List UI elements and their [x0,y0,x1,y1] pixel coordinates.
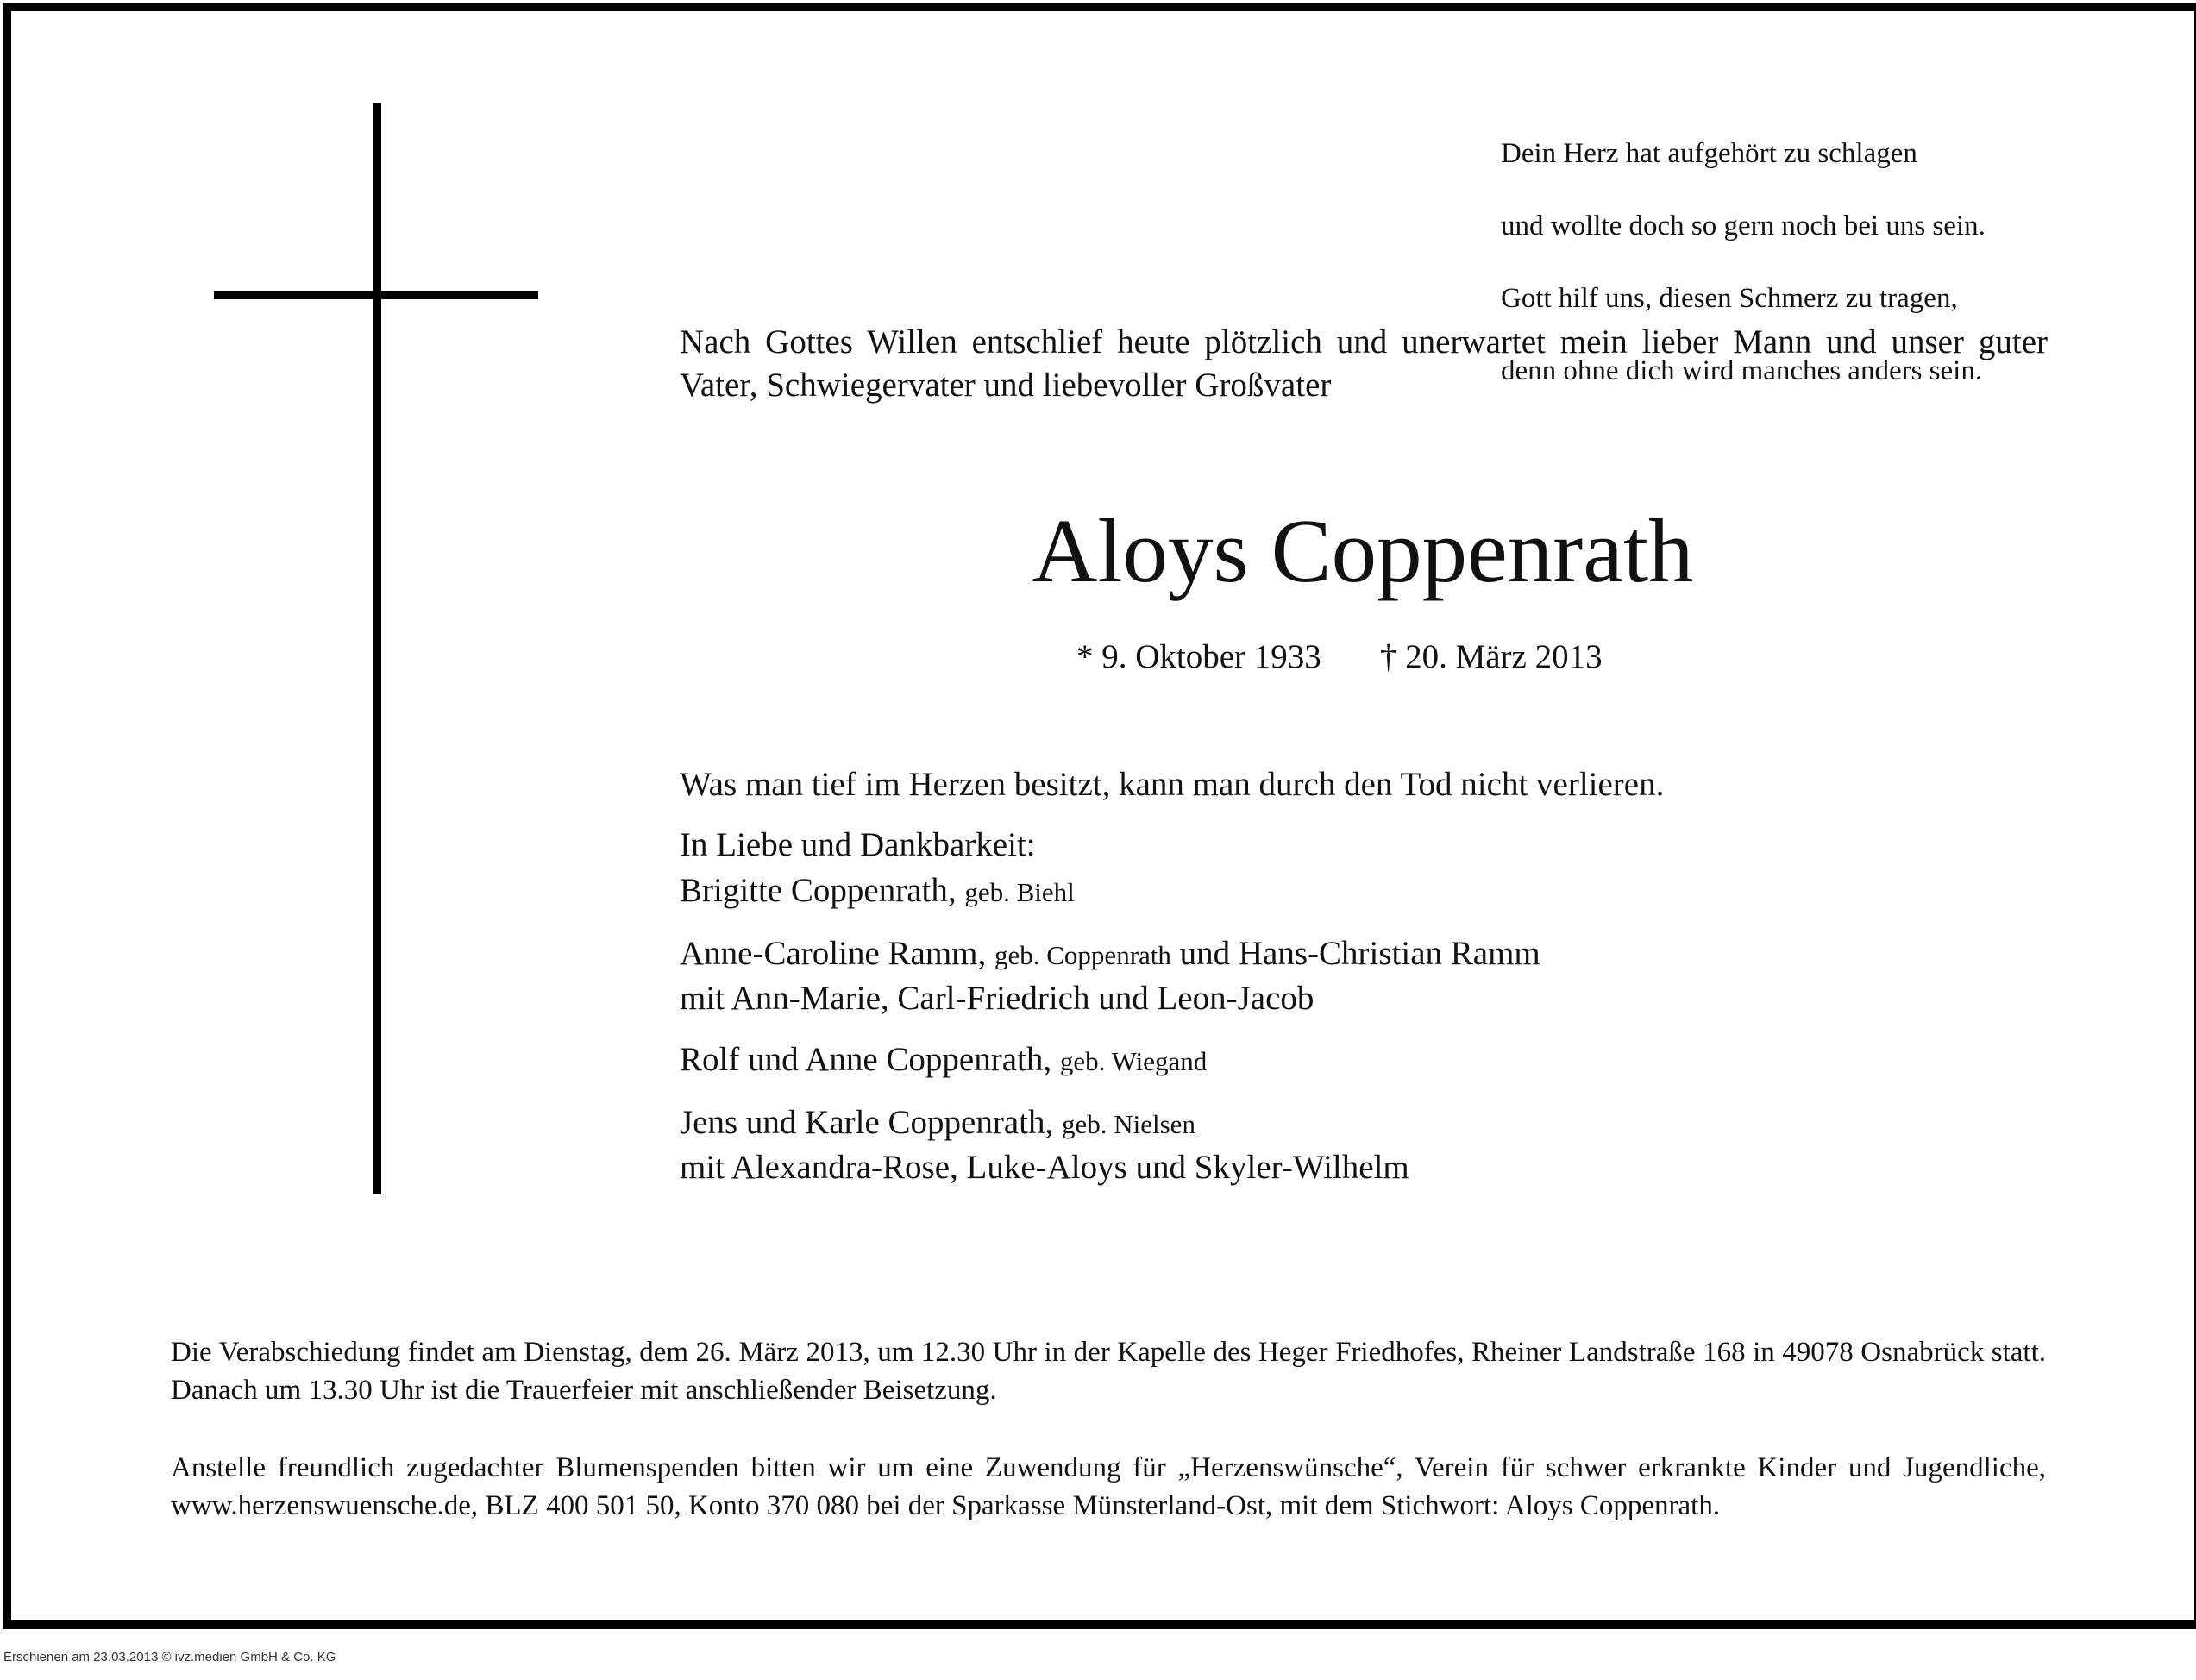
poem-line: Dein Herz hat aufgehört zu schlagen [1501,138,1917,169]
mourner-group [680,1038,2146,1083]
death-date: † 20. März 2013 [1379,638,1603,675]
cross-horizontal-bar [214,291,538,299]
mourners-heading: In Liebe und Dankbarkeit: [680,826,1036,863]
mourners-list [680,824,2146,1189]
mourner-group [680,869,2146,914]
memorial-quote: Was man tief im Herzen besitzt, kann man durch den Tod nicht verlieren. [680,766,1665,803]
mourner-name: Anne-Caroline Ramm, [680,935,987,972]
intro-text: Nach Gottes Willen entschlief heute plötzlich und unerwartet mein lieber Mann und unser guter Vater, Schwiegervater und liebevoller Großvater [680,323,2048,404]
maiden-name: geb. Nielsen [1061,1109,1195,1139]
life-dates [1076,636,1939,679]
mourner-name: Jens und Karle Coppenrath, [680,1104,1054,1141]
service-notice: Die Verabschiedung findet am Dienstag, dem 26. März 2013, um 12.30 Uhr in der Kapelle des Heger Friedhofes, Rheiner Landstraße 168 in 49078 Osnabrück statt. Danach um 13.30 Uhr ist die Trauerfeier mit anschließender Beisetzung. [171,1337,2046,1406]
mourner-partner: und Hans-Christian Ramm [1179,935,1540,972]
mourner-name: Brigitte Coppenrath, [680,872,957,909]
cross-vertical-bar [373,103,381,1194]
poem-line: und wollte doch so gern noch bei uns sein. [1501,210,1986,241]
mourner-name: Rolf und Anne Coppenrath, [680,1041,1052,1078]
mourner-children: mit Alexandra-Rose, Luke-Aloys und Skyler-Wilhelm [680,1149,1409,1186]
mourner-children: mit Ann-Marie, Carl-Friedrich und Leon-Jacob [680,980,1314,1017]
maiden-name: geb. Coppenrath [994,940,1171,970]
poem-line: denn ohne dich wird manches anders sein. [1501,355,1983,386]
publication-footer: Erschienen am 23.03.2013 © ivz.medien GmbH & Co. KG [3,1650,336,1664]
birth-date: * 9. Oktober 1933 [1076,638,1321,675]
poem-line: Gott hilf uns, diesen Schmerz zu tragen, [1501,283,1958,314]
maiden-name: geb. Wiegand [1059,1046,1208,1076]
maiden-name: geb. Biehl [964,877,1075,907]
mourner-group [680,1101,2146,1189]
mourner-group [680,932,2146,1020]
deceased-name: Aloys Coppenrath [1032,500,1694,601]
donation-notice: Anstelle freundlich zugedachter Blumenspenden bitten wir um eine Zuwendung für „Herzenswünsche“, Verein für schwer erkrankte Kinder und Jugendliche, www.herzenswuensche.de, BLZ 400 501 50, Konto 370 080 bei der Sparkasse Münsterland-Ost, mit dem Stichwort: Aloys Coppenrath. [171,1452,2046,1521]
